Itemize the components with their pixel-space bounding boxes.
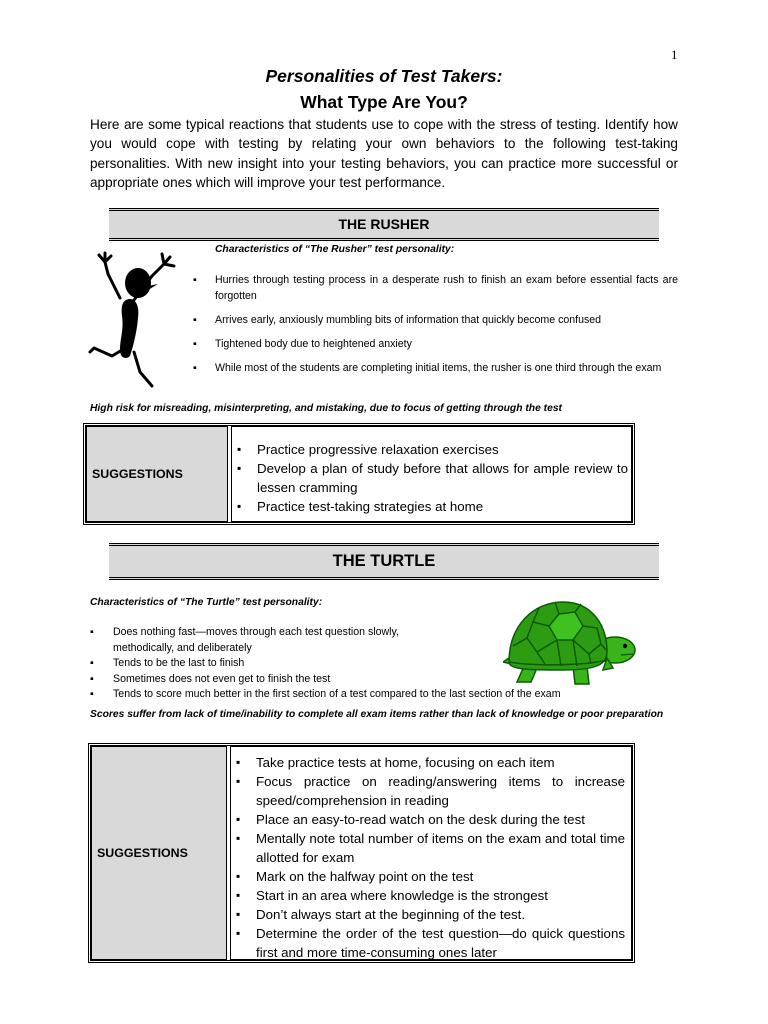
list-item: ▪ Determine the order of the test question—do quick questions first and more time-consuming ones later (231, 924, 625, 962)
suggestions-label: SUGGESTIONS (91, 746, 227, 960)
rusher-suggestions-table (83, 423, 635, 525)
list-item: ▪ Focus practice on reading/answering items to increase speed/comprehension in reading (231, 772, 625, 810)
page-subtitle: What Type Are You? (300, 92, 468, 112)
list-item: ▪ Start in an area where knowledge is the strongest (231, 886, 625, 905)
suggestions-label: SUGGESTIONS (86, 426, 228, 522)
list-item: ▪ Does nothing fast—moves through each test question slowly, methodically, and deliberately (90, 625, 448, 656)
list-item: ▪ Arrives early, anxiously mumbling bits of information that quickly become confused (193, 313, 678, 329)
list-item: ▪ Mark on the halfway point on the test (231, 867, 625, 886)
list-item: ▪ Practice progressive relaxation exercises (232, 440, 628, 459)
list-item: ▪ Place an easy-to-read watch on the desk during the test (231, 810, 625, 829)
turtle-heading: THE TURTLE (109, 543, 659, 580)
rusher-characteristics-label: Characteristics of “The Rusher” test personality: (215, 244, 455, 255)
page-number: 1 (671, 47, 678, 62)
list-item: ▪ Tightened body due to heightened anxiety (193, 337, 678, 353)
turtle-risk-note: Scores suffer from lack of time/inability to complete all exam items rather than lack of knowledge or poor preparation (90, 709, 664, 720)
list-item: ▪ Hurries through testing process in a desperate rush to finish an exam before essential facts are forgotten (193, 273, 678, 304)
intro-paragraph: Here are some typical reactions that students use to cope with the stress of testing. Identify how you would cope with testing by relating your own behaviors to the following test-taking personalities. With new insight into your testing behaviors, you can practice more successful or appropriate ones which will improve your test performance. (90, 117, 678, 190)
list-item: ▪ Tends to score much better in the first section of a test compared to the last section of the exam (90, 687, 650, 703)
rusher-heading: THE RUSHER (109, 208, 659, 241)
turtle-suggestions-table (88, 743, 635, 963)
list-item: ▪ Don’t always start at the beginning of the test. (231, 905, 625, 924)
list-item: ▪ Develop a plan of study before that allows for ample review to lessen cramming (232, 459, 628, 497)
list-item: ▪ Practice test-taking strategies at home (232, 497, 628, 516)
turtle-suggestions-list (230, 746, 632, 960)
rusher-risk-note: High risk for misreading, misinterpreting, and mistaking, due to focus of getting through the test (90, 403, 562, 414)
rusher-traits-list (193, 273, 678, 376)
list-item: ▪ Tends to be the last to finish (90, 656, 650, 672)
rusher-suggestions-list (231, 426, 632, 522)
turtle-traits-list (90, 625, 650, 703)
turtle-characteristics-label: Characteristics of “The Turtle” test personality: (90, 597, 323, 608)
list-item: ▪ Mentally note total number of items on the exam and total time allotted for exam (231, 829, 625, 867)
rusher-figure-illustration (82, 250, 180, 390)
list-item: ▪ Sometimes does not even get to finish the test (90, 672, 650, 688)
list-item: ▪ Take practice tests at home, focusing on each item (231, 753, 625, 772)
page-title: Personalities of Test Takers: (265, 66, 503, 86)
list-item: ▪ While most of the students are completing initial items, the rusher is one third through the exam (193, 361, 678, 377)
